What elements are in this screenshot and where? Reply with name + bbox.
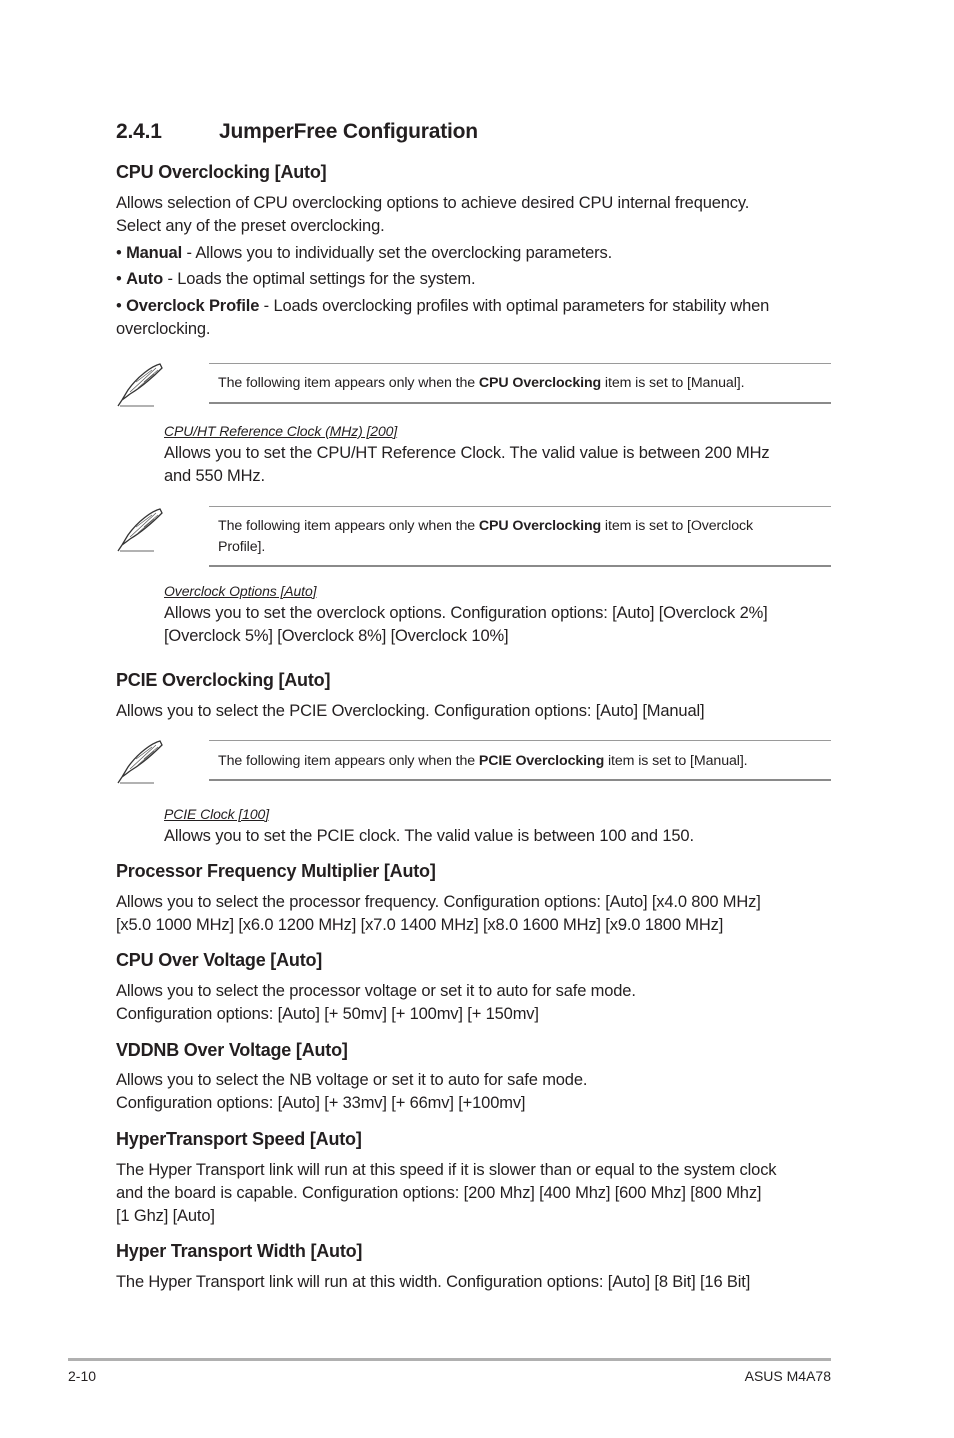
ht-width-description: The Hyper Transport link will run at this width. Configuration options: [Auto] [8 Bit] [16 Bit] — [116, 1273, 751, 1291]
vddnb-voltage-heading: VDDNB Over Voltage [Auto] — [116, 1040, 348, 1060]
note-box — [116, 360, 831, 410]
bullet-label: Manual — [126, 244, 183, 262]
note-rule-top — [209, 740, 831, 741]
note-rule-bottom — [209, 402, 831, 404]
note-rule-top — [209, 363, 831, 364]
desc-line: Allows selection of CPU overclocking options to achieve desired CPU internal frequency. — [116, 194, 750, 212]
desc-line: Select any of the preset overclocking. — [116, 217, 385, 235]
bullet-text: - Allows you to individually set the overclocking parameters. — [182, 244, 613, 262]
note-text: The following item appears only when the PCIE Overclocking item is set to [Manual]. — [218, 753, 748, 769]
section-title — [116, 120, 478, 144]
cpu-over-voltage-heading: CPU Over Voltage [Auto] — [116, 950, 323, 970]
section-title-text: JumperFree Configuration — [219, 120, 478, 143]
ht-width-heading: Hyper Transport Width [Auto] — [116, 1241, 363, 1261]
cpu-overclocking-heading: CPU Overclocking [Auto] — [116, 162, 327, 182]
bullet-overclock-profile: • Overclock Profile - Loads overclocking profiles with optimal parameters for stability when overclocking. — [116, 297, 770, 338]
note-box — [116, 503, 831, 573]
vddnb-voltage-description: Allows you to select the NB voltage or set it to auto for safe mode. Configuration options: [Auto] [+ 33mv] [+ 66mv] [+100mv] — [116, 1071, 588, 1112]
ht-speed-heading: HyperTransport Speed [Auto] — [116, 1129, 362, 1149]
cpu-ht-clock-heading: CPU/HT Reference Clock (MHz) [200] — [164, 423, 398, 439]
bullet-label: Auto — [126, 270, 164, 288]
bullet-auto: • Auto - Loads the optimal settings for the system. — [116, 270, 476, 288]
proc-multiplier-description: Allows you to select the processor frequency. Configuration options: [Auto] [x4.0 800 MHz] [x5.0 1000 MHz] [x6.0 1200 MHz] [x7.0 1400 MHz] [x8.0 1600 MHz] [x9.0 1800 MHz] — [116, 893, 761, 934]
bullet-text: overclocking. — [116, 320, 211, 338]
note-pen-icon — [116, 737, 168, 785]
cpu-overclocking-description — [116, 192, 836, 238]
note-text: The following item appears only when the CPU Overclocking item is set to [Manual]. — [218, 375, 745, 391]
bullet-label: Overclock Profile — [126, 297, 260, 315]
pcie-overclocking-heading: PCIE Overclocking [Auto] — [116, 670, 331, 690]
cpu-ht-clock-description: Allows you to set the CPU/HT Reference Clock. The valid value is between 200 MHz and 550 MHz. — [164, 444, 770, 485]
bullet-text: - Loads the optimal settings for the system. — [163, 270, 476, 288]
footer-rule — [68, 1358, 831, 1361]
pcie-clock-description: Allows you to set the PCIE clock. The valid value is between 100 and 150. — [164, 827, 694, 845]
overclock-options-description: Allows you to set the overclock options. Configuration options: [Auto] [Overclock 2%] [Overclock 5%] [Overclock 8%] [Overclock 10%] — [164, 604, 768, 645]
note-rule-bottom — [209, 565, 831, 567]
bullet-text: - Loads overclocking profiles with optimal parameters for stability when — [259, 297, 770, 315]
overclock-options-heading: Overclock Options [Auto] — [164, 583, 317, 599]
pcie-overclocking-description: Allows you to select the PCIE Overclocking. Configuration options: [Auto] [Manual] — [116, 702, 705, 720]
product-name: ASUS M4A78 — [744, 1368, 831, 1384]
ht-speed-description: The Hyper Transport link will run at this speed if it is slower than or equal to the system clock and the board is capable. Configuration options: [200 Mhz] [400 Mhz] [600 Mhz] [800 Mhz] [1 Ghz] [Auto] — [116, 1161, 777, 1225]
note-pen-icon — [116, 360, 168, 408]
proc-multiplier-heading: Processor Frequency Multiplier [Auto] — [116, 861, 436, 881]
cpu-over-voltage-description: Allows you to select the processor voltage or set it to auto for safe mode. Configuration options: [Auto] [+ 50mv] [+ 100mv] [+ 150mv] — [116, 982, 636, 1023]
note-pen-icon — [116, 505, 168, 553]
pcie-clock-heading: PCIE Clock [100] — [164, 806, 269, 822]
note-text: The following item appears only when the CPU Overclocking item is set to [Overclock Profile]. — [218, 518, 754, 555]
page-number: 2-10 — [68, 1368, 97, 1384]
section-number: 2.4.1 — [116, 120, 162, 143]
note-rule-top — [209, 506, 831, 507]
note-box — [116, 737, 831, 787]
bullet-manual: • Manual - Allows you to individually set the overclocking parameters. — [116, 244, 613, 262]
note-rule-bottom — [209, 779, 831, 781]
